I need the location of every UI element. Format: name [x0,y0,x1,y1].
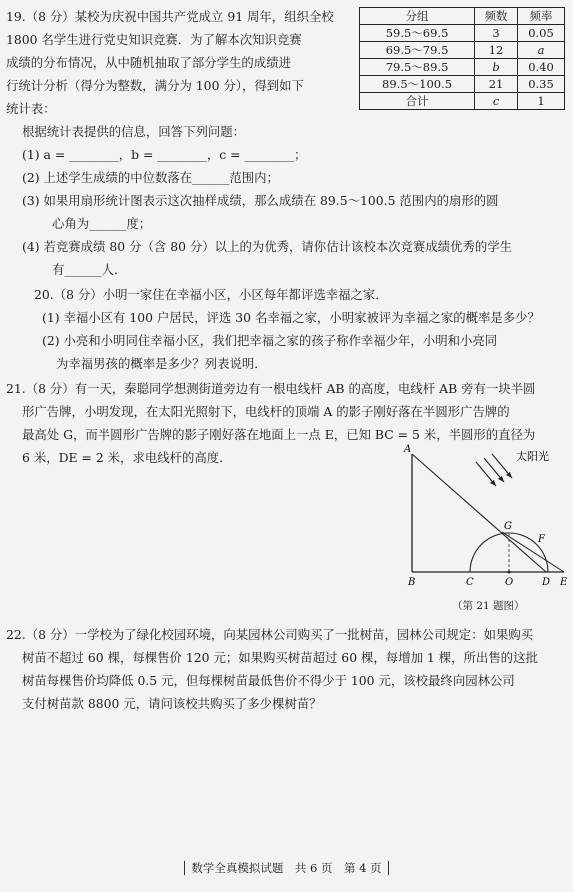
q21-geometry-figure [398,440,573,595]
table-row [360,93,565,110]
sun-ray-ad [412,454,546,572]
point-label-f: F [538,534,545,545]
q22-line-3: 树苗每棵售价均降低 0.5 元，但每棵树苗最低售价不得少于 100 元，该校最终向园林公司 [22,673,515,688]
table-cell: c [475,93,518,110]
q22-line-4: 支付树苗款 8800 元，请问该校共购买了多少棵树苗？ [22,696,322,711]
q22-line-1: 22.（8 分）一学校为了绿化校园环境，向某园林公司购买了一批树苗，园林公司规定：如果购买 [6,627,534,642]
sun-ray-fe [502,532,564,572]
q19-line-5: 统计表： [6,101,56,116]
table-cell: 1 [518,93,565,110]
table-cell: 12 [475,42,518,59]
table-cell: a [518,42,565,59]
q19-sub3a: (3) 如果用扇形统计图表示这次抽样成绩，那么成绩在 89.5～100.5 范围内的扇形的圆 [22,193,499,208]
q19-prompt: 根据统计表提供的信息，回答下列问题： [22,124,246,139]
table-cell: 59.5～69.5 [360,25,475,42]
point-label-c: C [466,577,474,588]
table-header: 频数 [475,8,518,25]
table-cell: 0.40 [518,59,565,76]
q19-sub3b: 心角为______度； [52,216,152,231]
point-label-o: O [505,577,514,588]
footer-text: 数学全真模拟试题 共 6 页 第 4 页 [184,861,388,875]
q19-sub2: (2) 上述学生成绩的中位数落在______范围内； [22,170,279,185]
q21-line-2: 形广告牌，小明发现，在太阳光照射下，电线杆的顶端 A 的影子刚好落在半圆形广告牌的 [22,404,510,419]
q20-line-4: 为幸福男孩的概率是多少？列表说明． [56,356,267,371]
table-row [360,59,565,76]
q20-line-2: (1) 幸福小区有 100 户居民，评选 30 名幸福之家，小明家被评为幸福之家的概率是多少？ [42,310,540,325]
point-label-e: E [560,577,568,588]
page-footer [0,860,573,876]
point-label-b: B [408,577,416,588]
table-cell: 合计 [360,93,475,110]
table-cell: 0.05 [518,25,565,42]
q19-line-1: 19.（8 分）某校为庆祝中国共产党成立 91 周年，组织全校 [6,9,334,24]
sun-rays-icon [476,454,512,486]
sun-label: 太阳光 [516,450,549,463]
q20-line-3: (2) 小亮和小明同住幸福小区，我们把幸福之家的孩子称作幸福少年，小明和小亮同 [42,333,498,348]
center-point-o [508,571,511,574]
point-label-g: G [504,521,512,532]
table-cell: 69.5～79.5 [360,42,475,59]
q19-line-3: 成绩的分布情况，从中随机抽取了部分学生的成绩进 [6,55,291,70]
table-cell: 21 [475,76,518,93]
q21-line-3: 最高处 G，而半圆形广告牌的影子刚好落在地面上一点 E，已知 BC = 5 米，半圆形的直径为 [22,427,536,442]
q19-line-2: 1800 名学生进行党史知识竞赛．为了解本次知识竞赛 [6,32,302,47]
table-cell: 79.5～89.5 [360,59,475,76]
q20-line-1: 20.（8 分）小明一家住在幸福小区，小区每年都评选幸福之家． [34,287,388,302]
table-cell: 89.5～100.5 [360,76,475,93]
table-row [360,76,565,93]
q19-sub4b: 有______人． [52,262,127,277]
table-row [360,25,565,42]
figure-caption: （第 21 题图） [452,600,525,612]
table-row [360,42,565,59]
q19-line-4: 行统计分析（得分为整数，满分为 100 分），得到如下 [6,78,304,93]
q22-line-2: 树苗不超过 60 棵，每棵售价 120 元；如果购买树苗超过 60 棵，每增加 1 棵，所出售的这批 [22,650,538,665]
table-cell: 3 [475,25,518,42]
table-header: 频率 [518,8,565,25]
table-header-row [360,8,565,25]
table-header: 分组 [360,8,475,25]
table-cell: b [475,59,518,76]
q19-sub1: (1) a = ________，b = ________，c = ________； [22,147,307,162]
frequency-table [359,7,565,110]
q21-line-1: 21.（8 分）有一天，秦聪同学想测街道旁边有一根电线杆 AB 的高度，电线杆 AB 旁有一块半圆 [6,381,536,396]
table-cell: 0.35 [518,76,565,93]
q21-line-4: 6 米，DE = 2 米，求电线杆的高度． [22,450,232,465]
q19-sub4a: (4) 若竞赛成绩 80 分（含 80 分）以上的为优秀，请你估计该校本次竞赛成绩优秀的学生 [22,239,513,254]
point-label-a: A [404,444,412,455]
point-label-d: D [542,577,551,588]
